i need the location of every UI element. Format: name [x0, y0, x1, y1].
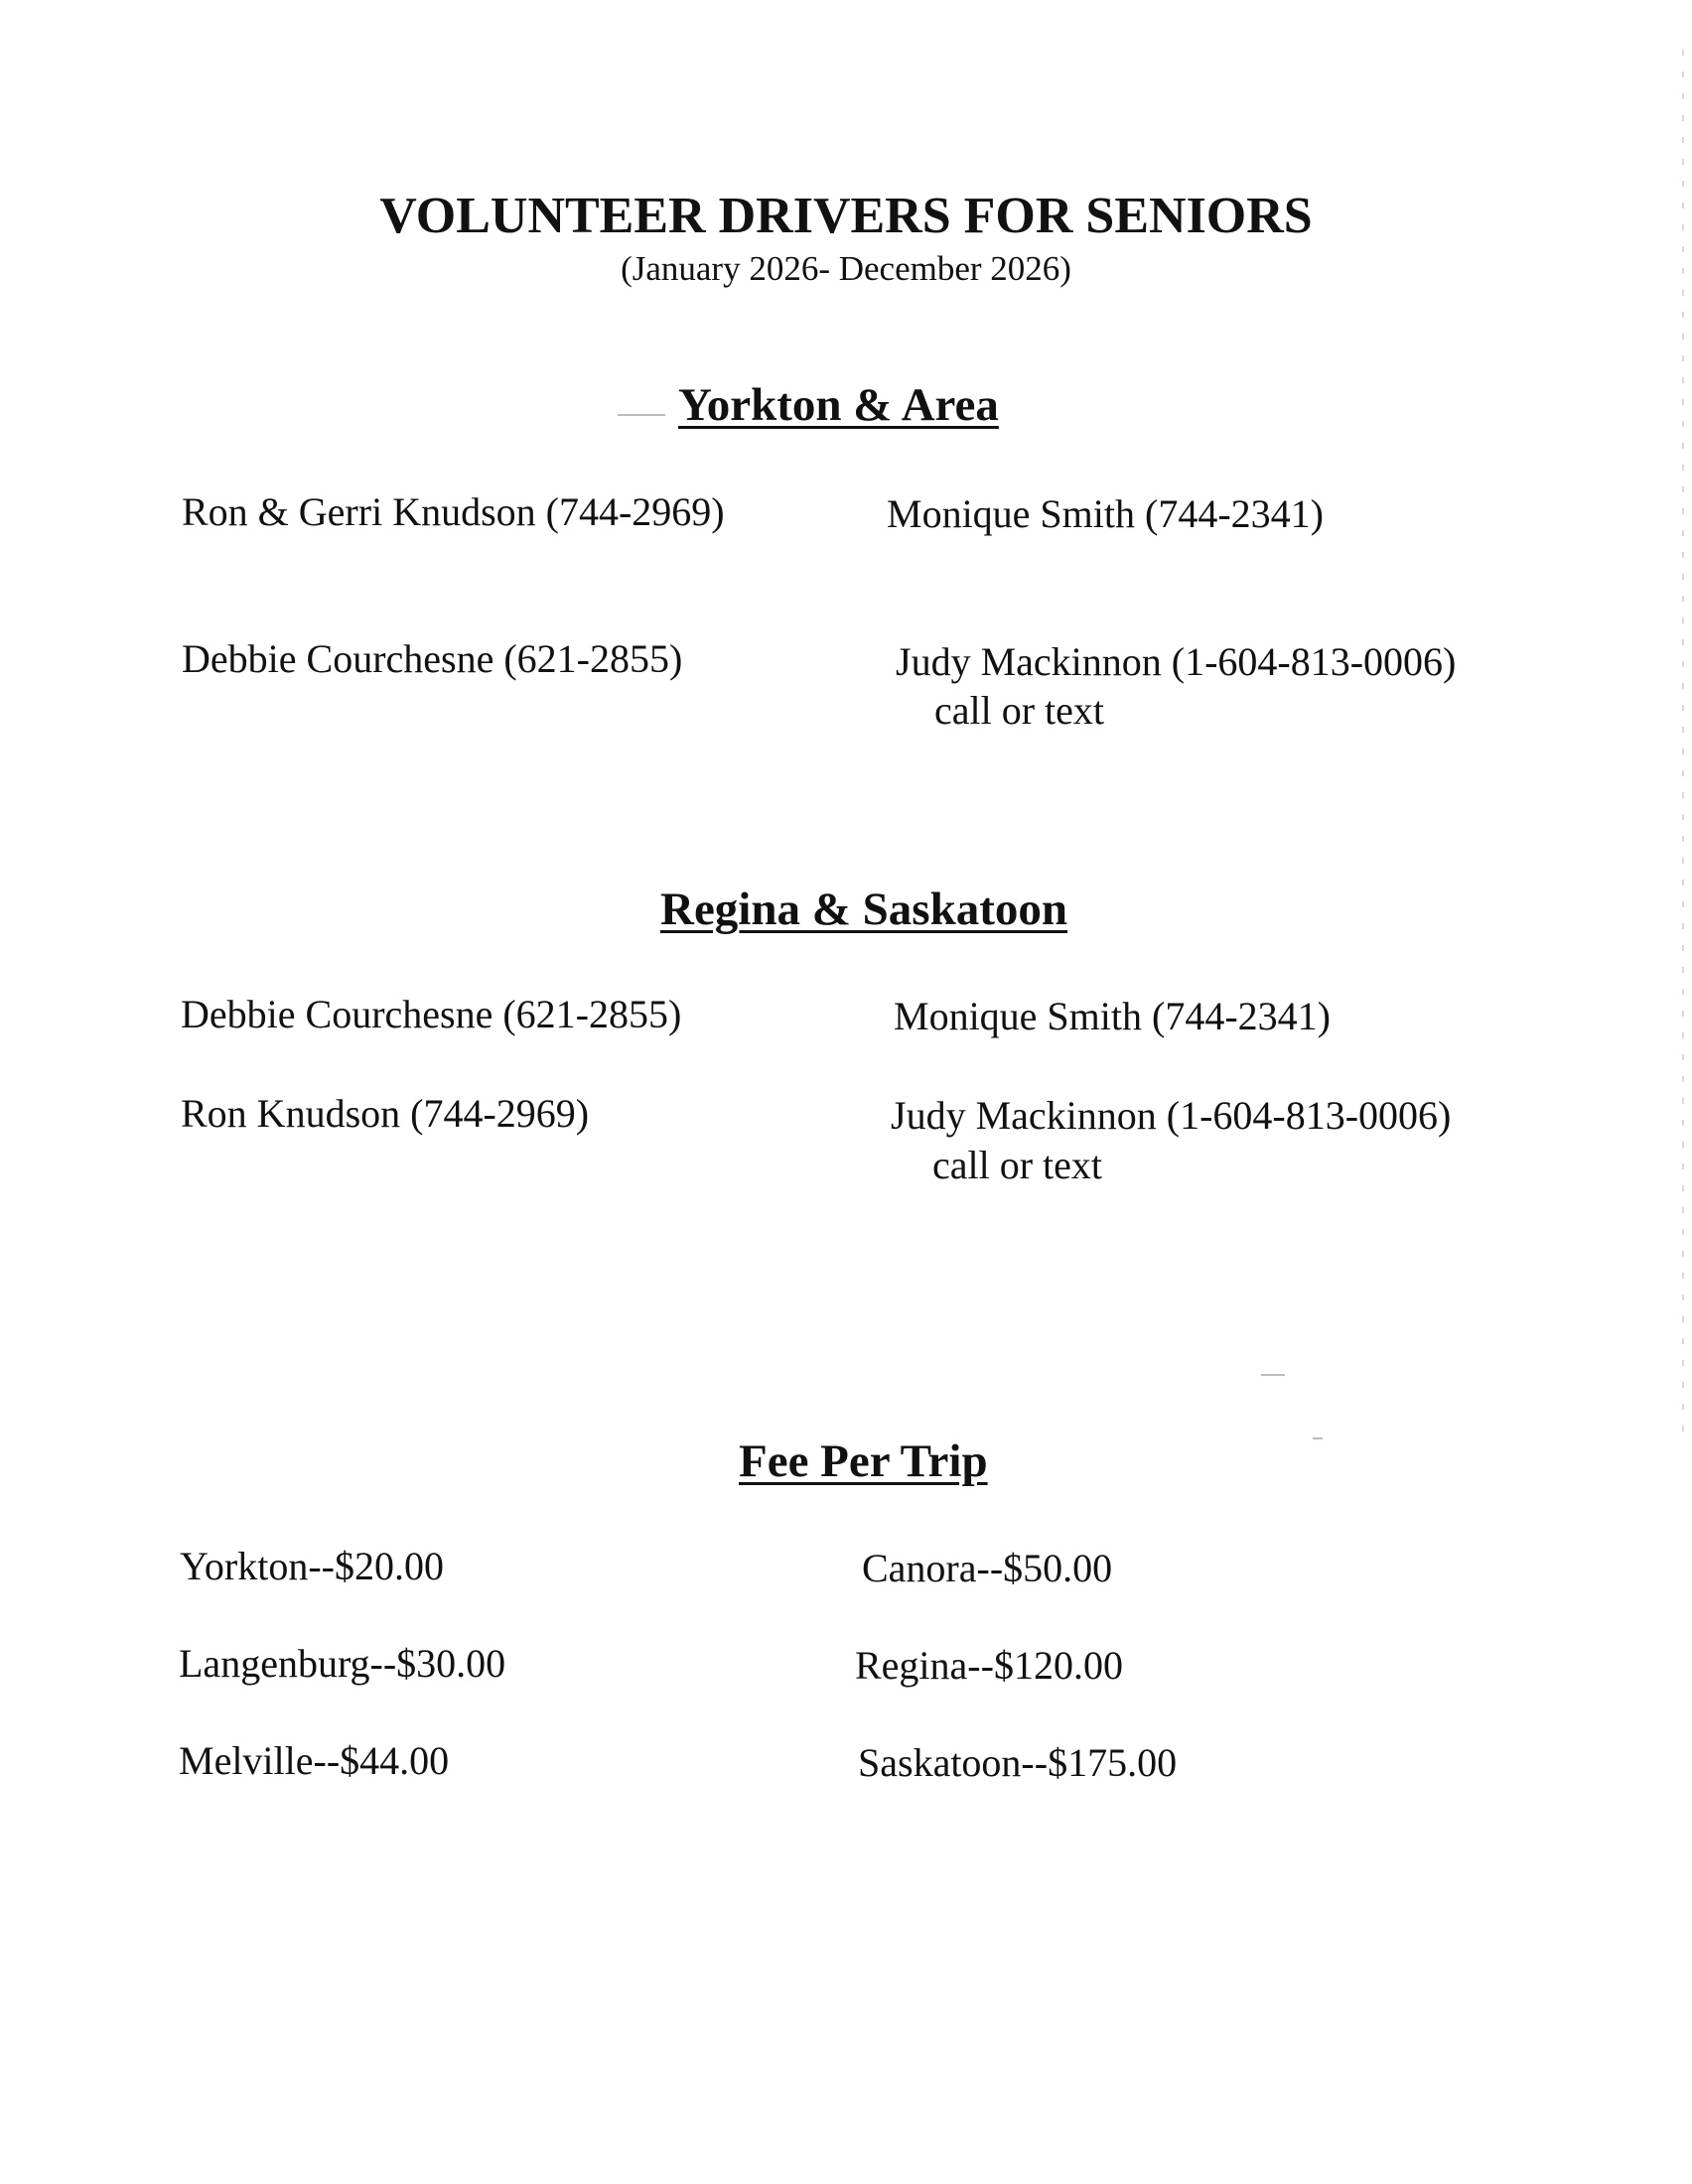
section-heading-yorkton: Yorkton & Area [678, 379, 999, 431]
fee-entry: Yorkton--$20.00 [180, 1544, 444, 1588]
driver-entry: Ron Knudson (744-2969) [181, 1091, 590, 1136]
driver-entry: Monique Smith (744-2341) [894, 994, 1331, 1038]
date-range: (January 2026- December 2026) [621, 249, 1071, 288]
fee-entry: Melville--$44.00 [179, 1738, 450, 1783]
driver-entry: Judy Mackinnon (1-604-813-0006) [896, 639, 1457, 684]
contact-note: call or text [932, 1143, 1103, 1187]
section-heading-fees: Fee Per Trip [739, 1435, 988, 1487]
section-heading-regina-saskatoon: Regina & Saskatoon [660, 884, 1068, 935]
fee-entry: Canora--$50.00 [862, 1546, 1113, 1590]
fee-entry: Regina--$120.00 [855, 1643, 1123, 1688]
fee-entry: Langenburg--$30.00 [179, 1641, 506, 1686]
driver-entry: Judy Mackinnon (1-604-813-0006) [891, 1093, 1452, 1138]
fee-entry: Saskatoon--$175.00 [858, 1740, 1178, 1785]
driver-entry: Monique Smith (744-2341) [887, 491, 1324, 536]
driver-entry: Debbie Courchesne (621-2855) [182, 636, 683, 681]
contact-note: call or text [934, 688, 1105, 733]
page-title: VOLUNTEER DRIVERS FOR SENIORS [379, 188, 1313, 244]
driver-entry: Ron & Gerri Knudson (744-2969) [182, 489, 725, 534]
scan-speck [618, 414, 665, 416]
scan-speck [1313, 1437, 1323, 1439]
scan-speck [1261, 1374, 1285, 1376]
driver-entry: Debbie Courchesne (621-2855) [181, 992, 682, 1036]
